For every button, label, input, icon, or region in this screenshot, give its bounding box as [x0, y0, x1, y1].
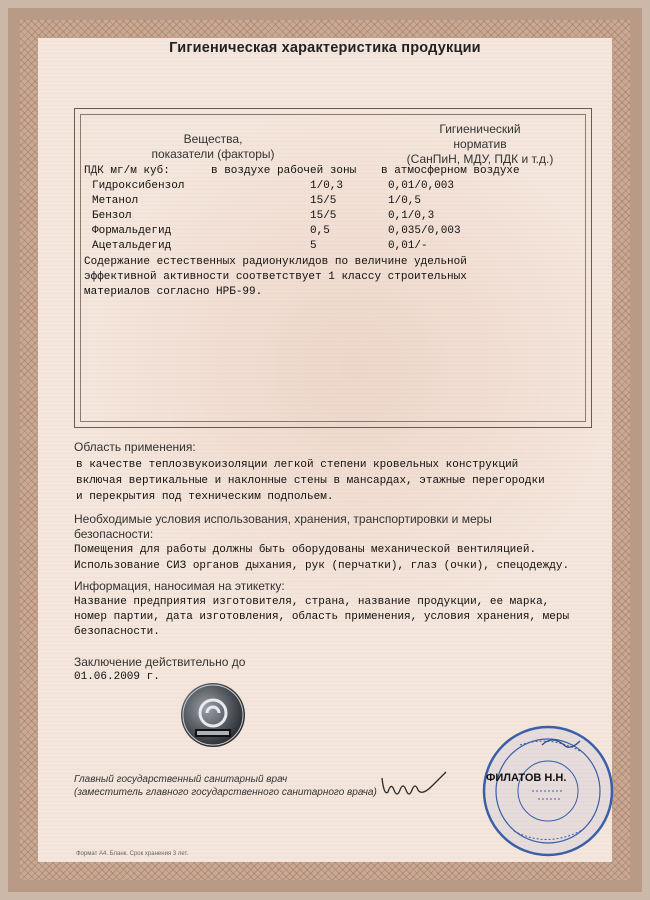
row-work-value: 0,5 — [310, 225, 330, 237]
row-atm-value: 0,1/0,3 — [388, 210, 435, 222]
row-name: Гидроксибензол — [92, 180, 185, 192]
label-info-line: Название предприятия изготовителя, страна, название продукции, ее марка, — [74, 596, 550, 608]
application-label: Область применения: — [74, 440, 196, 454]
certificate-sheet — [8, 8, 642, 892]
row-name: Ацетальдегид — [92, 240, 172, 252]
official-seal-icon — [480, 723, 616, 859]
radionuclide-note — [84, 255, 467, 300]
application-line: включая вертикальные и наклонные стены в мансардах, этажные перегородки — [76, 475, 545, 487]
application-line: и перекрытия под техническим подпольем. — [76, 491, 334, 503]
signatory-name: ФИЛАТОВ Н.Н. — [486, 772, 567, 784]
col1-header — [128, 132, 298, 162]
row-work-value: 15/5 — [310, 210, 337, 222]
application-line: в качестве теплозвукоизоляции легкой степени кровельных конструкций — [76, 459, 519, 471]
row-work-value: 1/0,3 — [310, 180, 344, 192]
validity-date: 01.06.2009 г. — [74, 671, 160, 683]
conditions-label-line: Необходимые условия использования, хранения, транспортировки и меры — [74, 512, 492, 526]
hologram-sticker-icon — [181, 683, 245, 747]
col1-header-line: Вещества, — [183, 132, 243, 146]
form-footer: Формат А4. Бланк. Срок хранения 3 лет. — [76, 851, 189, 857]
label-info-line: номер партии, дата изготовления, область применения, условия хранения, меры — [74, 611, 570, 623]
document-title: Гигиеническая характеристика продукции — [169, 40, 481, 56]
note-line: материалов согласно НРБ-99. — [84, 286, 263, 298]
label-info-label: Информация, наносимая на этикетку: — [74, 579, 285, 593]
label-info-text — [74, 595, 569, 640]
col2-header-line: Гигиенический — [439, 122, 521, 136]
note-line: Содержание естественных радионуклидов по величине удельной — [84, 256, 467, 268]
atmosphere-header: в атмосферном воздухе — [381, 165, 520, 177]
row-work-value: 5 — [310, 240, 317, 252]
signatory-line: (заместитель главного государственного санитарного врача) — [74, 786, 377, 798]
conditions-line: Использование СИЗ органов дыхания, рук (перчатки), глаз (очки), спецодежду. — [74, 560, 570, 572]
row-name: Формальдегид — [92, 225, 172, 237]
signatory-title — [74, 774, 377, 799]
signature-icon — [376, 768, 456, 802]
conditions-line: Помещения для работы должны быть оборудованы механической вентиляцией. — [74, 544, 537, 556]
col2-header-line: (СанПиН, МДУ, ПДК и т.д.) — [406, 152, 554, 166]
col1-header-line: показатели (факторы) — [151, 147, 275, 161]
conditions-label — [74, 512, 492, 542]
row-atm-value: 0,035/0,003 — [388, 225, 461, 237]
pdk-label: ПДК мг/м куб: — [84, 165, 170, 177]
row-atm-value: 1/0,5 — [388, 195, 422, 207]
conditions-text — [74, 542, 569, 574]
row-name: Бензол — [92, 210, 132, 222]
col2-header — [380, 122, 580, 167]
validity-label: Заключение действительно до — [74, 655, 246, 669]
conditions-label-line: безопасности: — [74, 527, 154, 541]
application-text — [76, 457, 545, 505]
label-info-line: безопасности. — [74, 626, 160, 638]
row-work-value: 15/5 — [310, 195, 337, 207]
row-atm-value: 0,01/0,003 — [388, 180, 455, 192]
col2-header-line: норматив — [453, 137, 507, 151]
note-line: эффективной активности соответствует 1 классу строительных — [84, 271, 467, 283]
row-atm-value: 0,01/- — [388, 240, 428, 252]
signatory-line: Главный государственный санитарный врач — [74, 774, 288, 785]
row-name: Метанол — [92, 195, 139, 207]
work-zone-header: в воздухе рабочей зоны — [211, 165, 357, 177]
